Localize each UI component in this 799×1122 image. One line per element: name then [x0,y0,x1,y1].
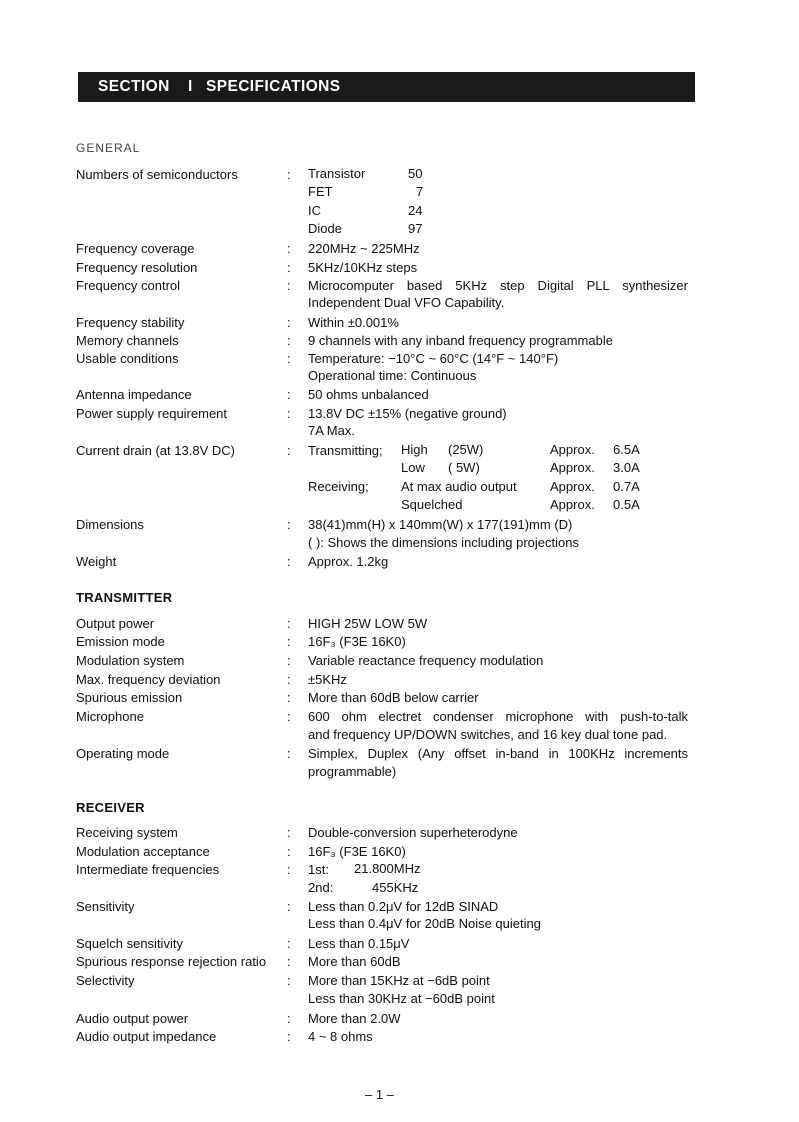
colon: : [287,634,291,649]
colon: : [287,709,291,724]
semis-name: Transistor [308,166,366,181]
current-amps: 0.5A [613,497,640,512]
spec-value: Approx. 1.2kg [308,554,389,569]
current-approx: Approx. [550,442,595,457]
spec-label: Weight [76,554,117,569]
colon: : [287,167,291,182]
spec-label: Modulation acceptance [76,844,210,859]
spec-label: Squelch sensitivity [76,936,183,951]
spec-label: Audio output power [76,1011,189,1026]
semis-count: 50 [408,166,423,181]
colon: : [287,554,291,569]
colon: : [287,653,291,668]
spec-label: Selectivity [76,973,135,988]
if-second-value: 455KHz [372,880,419,895]
colon: : [287,443,291,458]
semis-name: IC [308,203,321,218]
spec-value-continued: programmable) [308,764,397,779]
colon: : [287,260,291,275]
current-amps: 6.5A [613,442,640,457]
colon: : [287,1029,291,1044]
spec-value: 16F₃ (F3E 16K0) [308,634,406,649]
spec-value: 600 ohm electret condenser microphone with push-to-talk [308,709,688,724]
current-mode: High [401,442,428,457]
section-word: SECTION [98,78,170,95]
spec-value: Simplex, Duplex (Any offset in-band in 100KHz increments [308,746,688,761]
spec-value: ±5KHz [308,672,347,687]
colon: : [287,973,291,988]
semis-count: 97 [408,221,423,236]
colon: : [287,616,291,631]
spec-value: Temperature: −10°C ~ 60°C (14°F ~ 140°F) [308,351,559,366]
colon: : [287,1011,291,1026]
spec-value-continued: Less than 30KHz at −60dB point [308,991,495,1006]
spec-value-continued: and frequency UP/DOWN switches, and 16 key dual tone pad. [308,727,668,742]
spec-label: Spurious emission [76,690,183,705]
current-approx: Approx. [550,497,595,512]
current-tx-label: Transmitting; [308,443,383,458]
spec-label: Spurious response rejection ratio [76,954,267,969]
spec-value: Less than 0.2μV for 12dB SINAD [308,899,499,914]
spec-value: More than 2.0W [308,1011,401,1026]
spec-label: Frequency control [76,278,181,293]
spec-label: Usable conditions [76,351,179,366]
colon: : [287,406,291,421]
section-title: SPECIFICATIONS [206,78,341,95]
spec-value: 16F₃ (F3E 16K0) [308,844,406,859]
spec-value-continued: Independent Dual VFO Capability. [308,295,505,310]
colon: : [287,351,291,366]
spec-value-continued: Operational time: Continuous [308,368,477,383]
current-amps: 0.7A [613,479,640,494]
spec-value: 4 ~ 8 ohms [308,1029,373,1044]
spec-value: 13.8V DC ±15% (negative ground) [308,406,507,421]
if-first-value: 21.800MHz [354,861,421,876]
colon: : [287,278,291,293]
receiver-heading: RECEIVER [76,800,145,815]
spec-value: More than 60dB [308,954,401,969]
section-numeral: I [188,78,193,95]
colon: : [287,672,291,687]
spec-label: Operating mode [76,746,170,761]
spec-value-continued: Less than 0.4μV for 20dB Noise quieting [308,916,541,931]
spec-value: Less than 0.15μV [308,936,410,951]
colon: : [287,746,291,761]
spec-value-continued: 7A Max. [308,423,355,438]
spec-label: Microphone [76,709,144,724]
spec-value: 9 channels with any inband frequency programmable [308,333,613,348]
current-detail: (25W) [448,442,484,457]
spec-value: 50 ohms unbalanced [308,387,429,402]
spec-label: Frequency stability [76,315,185,330]
spec-value: Variable reactance frequency modulation [308,653,544,668]
spec-value: Microcomputer based 5KHz step Digital PLL synthesizer [308,278,688,293]
current-rx-label: Receiving; [308,479,369,494]
spec-value: 5KHz/10KHz steps [308,260,418,275]
current-amps: 3.0A [613,460,640,475]
spec-label: Emission mode [76,634,165,649]
semis-count: 7 [416,184,424,199]
colon: : [287,954,291,969]
spec-label: Power supply requirement [76,406,228,421]
current-mode: Squelched [401,497,463,512]
semis-name: Diode [308,221,342,236]
spec-label: Intermediate frequencies [76,862,220,877]
spec-label: Frequency resolution [76,260,198,275]
spec-label: Audio output impedance [76,1029,217,1044]
current-mode: Low [401,460,425,475]
spec-label: Max. frequency deviation [76,672,221,687]
if-first-label: 1st: [308,862,329,877]
general-heading: GENERAL [76,141,141,155]
semis-name: FET [308,184,333,199]
colon: : [287,387,291,402]
current-mode: At max audio output [401,479,517,494]
colon: : [287,936,291,951]
spec-label: Dimensions [76,517,144,532]
colon: : [287,315,291,330]
colon: : [287,862,291,877]
spec-label: Current drain (at 13.8V DC) [76,443,235,458]
spec-label: Receiving system [76,825,178,840]
colon: : [287,825,291,840]
spec-value: 220MHz ~ 225MHz [308,241,420,256]
colon: : [287,241,291,256]
spec-value: More than 15KHz at −6dB point [308,973,490,988]
section-banner [78,72,695,102]
colon: : [287,690,291,705]
colon: : [287,517,291,532]
spec-label: Sensitivity [76,899,135,914]
spec-label: Numbers of semiconductors [76,167,238,182]
spec-value: More than 60dB below carrier [308,690,479,705]
spec-label: Frequency coverage [76,241,195,256]
spec-label: Antenna impedance [76,387,192,402]
spec-value-continued: ( ): Shows the dimensions including projections [308,535,579,550]
current-approx: Approx. [550,460,595,475]
spec-label: Modulation system [76,653,185,668]
spec-label: Memory channels [76,333,179,348]
colon: : [287,844,291,859]
colon: : [287,899,291,914]
if-second-label: 2nd: [308,880,334,895]
spec-label: Output power [76,616,155,631]
spec-value: 38(41)mm(H) x 140mm(W) x 177(191)mm (D) [308,517,573,532]
semis-count: 24 [408,203,423,218]
current-approx: Approx. [550,479,595,494]
current-detail: ( 5W) [448,460,480,475]
spec-value: HIGH 25W LOW 5W [308,616,428,631]
page-number: – 1 – [365,1087,394,1102]
colon: : [287,333,291,348]
spec-value: Within ±0.001% [308,315,399,330]
spec-value: Double-conversion superheterodyne [308,825,518,840]
transmitter-heading: TRANSMITTER [76,590,173,605]
